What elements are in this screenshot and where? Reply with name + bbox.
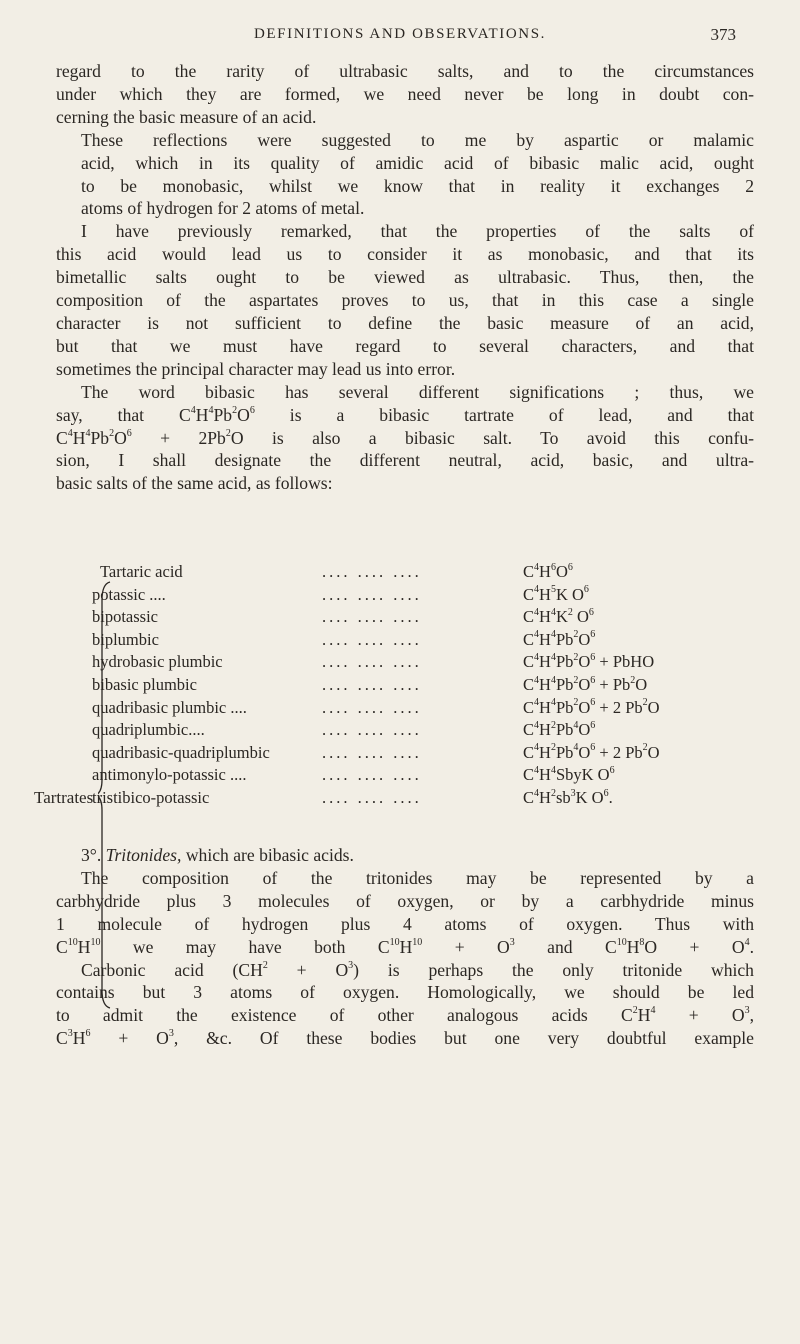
text-line: regard to the rarity of ultrabasic salts, and to the circumstances [56, 61, 754, 81]
paragraph-3 [56, 220, 754, 380]
group-label: Tartrates [34, 788, 94, 807]
text-line: atoms of hydrogen for 2 atoms of metal. [81, 198, 365, 219]
text-line: $C^3H^6 + O^3$, &c. Of these bodies but one very doubtful example [56, 1028, 754, 1049]
text-line [56, 427, 754, 450]
salt-formula: $C^4H^4Pb^2O^6 + 2$ Pb$^2$O [523, 697, 660, 717]
leader-dots: .... .... .... [322, 607, 422, 627]
leader-dots: .... .... .... [322, 720, 422, 740]
section-title: Tritonides, [105, 845, 182, 865]
salt-name: antimonylo-potassic .... [92, 765, 247, 785]
section-body [56, 867, 754, 1050]
text-line [56, 844, 754, 867]
salt-name: quadriplumbic.... [92, 720, 205, 740]
leader-dots: .... .... .... [322, 629, 422, 649]
salt-formula: $C^4H^4Pb^2O^6$ [523, 629, 596, 649]
salt-formula: $C^4H^4Pb^2O^6 + Pb^2O$ [523, 674, 648, 694]
section-number: 3°. [81, 845, 102, 865]
text-fragment: is also a bibasic salt. To avoid this confu- [243, 427, 754, 448]
text-line: to admit the existence of other analogous acids $C^2H^4 + O^3$, [56, 1005, 754, 1026]
leader-dots: .... .... .... [322, 562, 422, 581]
section-3 [56, 844, 754, 1050]
salt-formula: $C^4H^2Pb^4O^6$ [523, 719, 596, 740]
text-line: bimetallic salts ought to be viewed as ultrabasic. Thus, then, the [56, 267, 754, 288]
leader-dots: .... .... .... [322, 742, 422, 762]
paragraph-4 [56, 381, 754, 496]
leader-dots: .... .... .... [322, 652, 422, 672]
salt-name: quadribasic plumbic .... [92, 697, 247, 717]
salt-formula: $C^4H^4Pb^2O^6$ + PbHO [523, 651, 655, 672]
leader-dots: .... .... .... [322, 584, 422, 604]
salt-name: bibasic plumbic [92, 675, 197, 694]
text-fragment: is a bibasic tartrate of lead, and that [254, 404, 754, 425]
leader-dots: .... .... .... [322, 788, 422, 807]
salt-formula: $C^4H^4K^2$ $O^6$ [523, 606, 594, 627]
salt-name: potassic .... [92, 584, 166, 604]
text-line: this acid would lead us to consider it as monobasic, and that its [56, 244, 754, 265]
text-line: These reflections were suggested to me by aspartic or malamic [81, 129, 754, 150]
text-line: contains but 3 atoms of oxygen. Homologically, we should be led [56, 982, 754, 1003]
text-line: The composition of the tritonides may be represented by a [81, 867, 754, 888]
text-line: 1 molecule of hydrogen plus 4 atoms of oxygen. Thus with [56, 913, 754, 934]
leader-dots: .... .... .... [322, 697, 422, 717]
page-number: 373 [710, 25, 736, 44]
salt-name: bipotassic [92, 607, 158, 627]
running-header [0, 26, 800, 50]
text-line: carbhydride plus 3 molecules of oxygen, or by a carbhydride minus [56, 890, 754, 911]
salt-formula: $C^4H^2sb^3K$ $O^6$. [523, 787, 613, 807]
leader-dots: .... .... .... [322, 765, 422, 785]
text-line: $C^{10}H^{10}$ we may have both $C^{10}H^{10} + O^3$ and $C^{10}H^8O + O^4$. [56, 936, 754, 957]
running-title: DEFINITIONS AND OBSERVATIONS. [253, 26, 547, 42]
text-line: The word bibasic has several different significations ; thus, we [81, 381, 754, 402]
text-line: I have previously remarked, that the properties of the salts of [81, 221, 754, 242]
text-line: sion, I shall designate the different neutral, acid, basic, and ultra- [56, 450, 754, 471]
text-line: acid, which in its quality of amidic acid of bibasic malic acid, ought [81, 152, 754, 173]
leader-dots: .... .... .... [322, 675, 422, 694]
text-line: under which they are formed, we need never be long in doubt con- [56, 83, 754, 104]
salt-name: quadribasic-quadriplumbic [92, 742, 270, 762]
paragraph-1 [56, 60, 754, 129]
body-text [56, 60, 754, 495]
chem-formula: $C^4H^4Pb^2O^6 + 2Pb^2O$ [56, 427, 244, 448]
salt-formula: $C^4H^2Pb^4O^6 + 2$ Pb$^2$O [523, 742, 660, 762]
text-line: Carbonic acid $(CH^2 + O^3)$ is perhaps the only tritonide which [81, 959, 754, 980]
text-line: basic salts of the same acid, as follows: [56, 473, 333, 494]
salt-name: Tartaric acid [100, 562, 183, 581]
salt-name: tristibico-potassic [92, 788, 210, 807]
chem-formula: $C^4H^4Pb^2O^6$ [179, 404, 255, 425]
paragraph-2 [56, 129, 754, 221]
text-line: composition of the aspartates proves to us, that in this case a single [56, 290, 754, 311]
text-line: to be monobasic, whilst we know that in reality it exchanges 2 [81, 175, 754, 196]
salt-formula: $C^4H^4SbyK$ $O^6$ [523, 764, 615, 785]
salt-formula: $C^4H^5K$ $O^6$ [523, 584, 589, 604]
text-line: sometimes the principal character may lead us into error. [56, 358, 456, 379]
text-fragment: say, that [56, 404, 180, 425]
salt-name: hydrobasic plumbic [92, 652, 223, 672]
text-line: character is not sufficient to define the basic measure of an acid, [56, 312, 754, 333]
section-title-rest: which are bibasic acids. [181, 845, 354, 865]
text-line: cerning the basic measure of an acid. [56, 106, 317, 127]
salt-formula: $C^4H^6O^6$ [523, 561, 573, 581]
section-heading [56, 844, 754, 867]
salt-name: biplumbic [92, 629, 159, 649]
text-line [56, 404, 754, 427]
text-line: but that we must have regard to several characters, and that [56, 335, 754, 356]
